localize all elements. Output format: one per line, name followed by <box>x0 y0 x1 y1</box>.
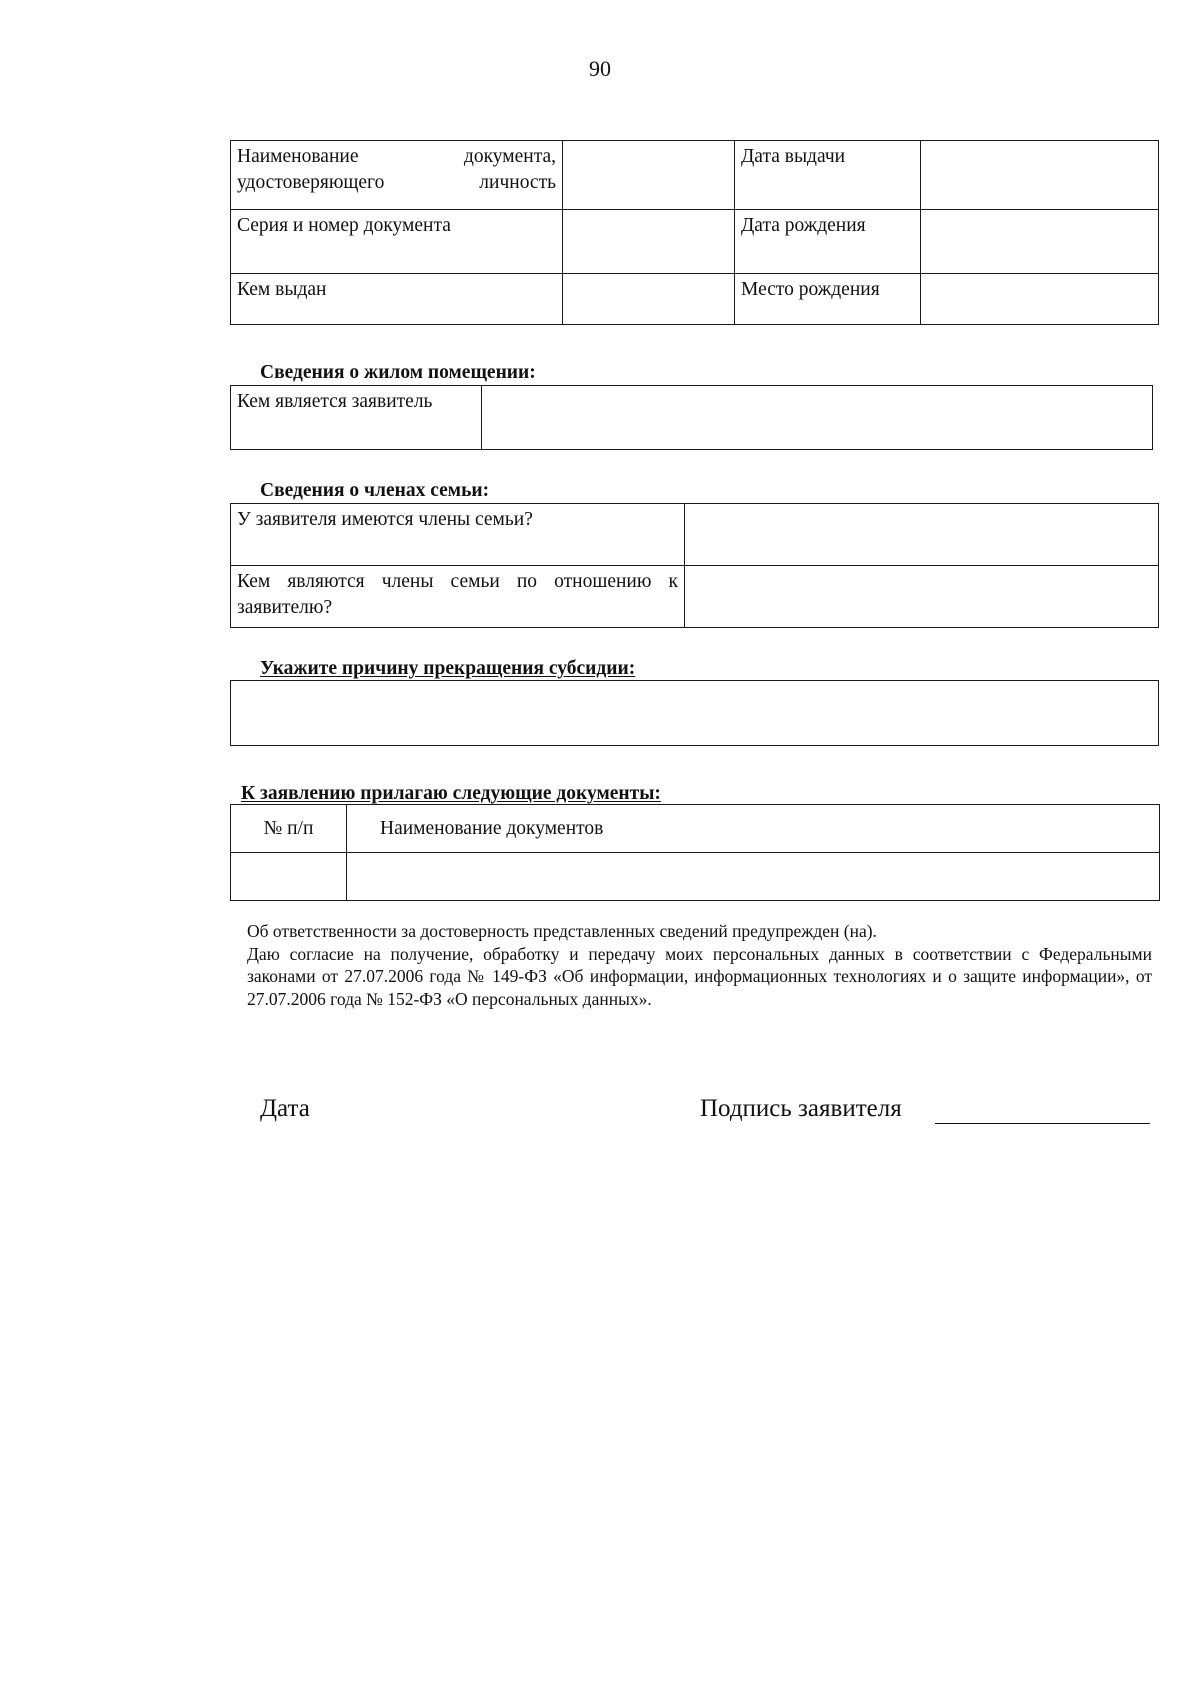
doc-name-text: Наименование документа, удостоверяющего личность <box>237 146 556 193</box>
doc-name-label <box>231 141 563 210</box>
family-relation-text: Кем являются члены семьи по отношению к заявителю? <box>237 571 678 618</box>
page-number: 90 <box>589 56 611 81</box>
attachments-table <box>230 804 1160 901</box>
applicant-role-field[interactable] <box>482 386 1153 450</box>
table-row <box>231 274 1159 325</box>
attachment-name-field[interactable] <box>347 853 1160 901</box>
family-section-title: Сведения о членах семьи: <box>260 480 490 501</box>
responsibility-text: Об ответственности за достоверность представленных сведений предупрежден (на). <box>247 921 877 941</box>
signature-label: Подпись заявителя <box>700 1095 902 1122</box>
series-label: Серия и номер документа <box>231 210 563 274</box>
applicant-role-label: Кем является заявитель <box>231 386 482 450</box>
issued-by-label: Кем выдан <box>231 274 563 325</box>
birth-date-field[interactable] <box>921 210 1159 274</box>
col-name-header: Наименование документов <box>347 805 1160 853</box>
col-number-header: № п/п <box>231 805 347 853</box>
family-table <box>230 503 1159 628</box>
signature-line[interactable] <box>935 1123 1150 1124</box>
reason-table <box>230 680 1159 746</box>
doc-name-field[interactable] <box>563 141 735 210</box>
table-row <box>231 805 1160 853</box>
identity-table <box>230 140 1159 325</box>
issue-date-field[interactable] <box>921 141 1159 210</box>
family-relation-field[interactable] <box>685 566 1159 628</box>
issued-by-field[interactable] <box>563 274 735 325</box>
family-relation-question <box>231 566 685 628</box>
attachment-number-field[interactable] <box>231 853 347 901</box>
date-label: Дата <box>260 1095 310 1122</box>
table-row <box>231 504 1159 566</box>
housing-table <box>230 385 1153 450</box>
reason-field[interactable] <box>231 681 1159 746</box>
table-row <box>231 210 1159 274</box>
series-field[interactable] <box>563 210 735 274</box>
birth-place-label: Место рождения <box>735 274 921 325</box>
consent-text: Даю согласие на получение, обработку и передачу моих персональных данных в соответствии с Федеральными законами от 27.07.2006 года № 149-ФЗ «Об информации, информационных технологиях и о защите информации», от 27.07.2006 года № 152-ФЗ «О персональных данных». <box>247 943 1152 1009</box>
issue-date-label: Дата выдачи <box>735 141 921 210</box>
attachments-section-title: К заявлению прилагаю следующие документы: <box>241 783 661 804</box>
table-row <box>231 853 1160 901</box>
birth-place-field[interactable] <box>921 274 1159 325</box>
housing-section-title: Сведения о жилом помещении: <box>260 362 536 383</box>
table-row <box>231 566 1159 628</box>
has-family-question: У заявителя имеются члены семьи? <box>231 504 685 566</box>
birth-date-label: Дата рождения <box>735 210 921 274</box>
table-row <box>231 141 1159 210</box>
reason-section-title: Укажите причину прекращения субсидии: <box>260 658 636 679</box>
has-family-field[interactable] <box>685 504 1159 566</box>
table-row <box>231 386 1153 450</box>
statement-block <box>247 920 1152 1010</box>
table-row <box>231 681 1159 746</box>
